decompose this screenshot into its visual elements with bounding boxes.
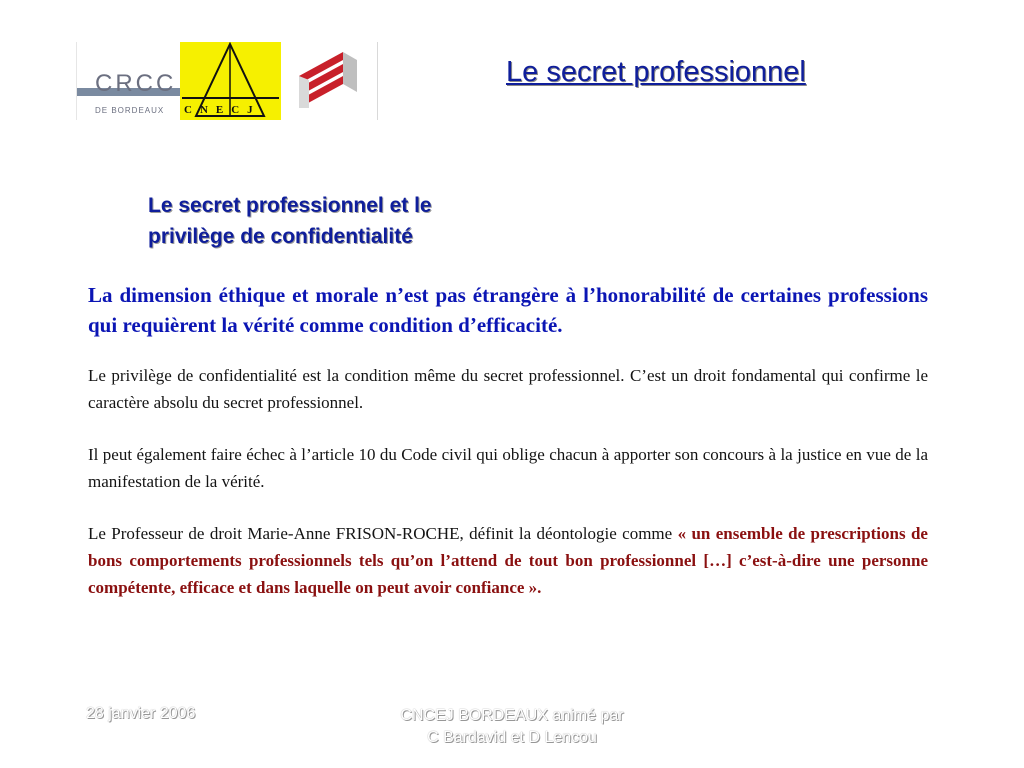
subtitle-line-1: Le secret professionnel et le [148,194,432,217]
footer-organizer [352,705,672,749]
cnecj-logo [180,42,281,120]
cnecj-logo-text: CNECJ [184,104,261,116]
deontology-intro: Le Professeur de droit Marie-Anne FRISON-ROCHE, définit la déontologie comme [88,524,678,543]
paragraph-confidentiality: Le privilège de confidentialité est la condition même du secret professionnel. C’est un droit fondamental qui confirme le caractère absolu du secret professionnel. [88,366,928,412]
footer-org-line-2: C Bardavid et D Lencou [427,729,597,746]
deontology-quote: « un ensemble de prescriptions de bons comportements professionnels tels qu’on l’attend de tout bon professionnel […] c’est-à-dire une personne compétente, efficace et dans laquelle on peut avoir confiance » [88,524,928,597]
logo-strip [76,42,378,120]
stacked-stripes-icon [281,42,377,120]
crcc-logo-subtext: DE BORDEAUX [95,106,165,115]
lead-paragraph: La dimension éthique et morale n’est pas étrangère à l’honorabilité de certaines professions qui requièrent la vérité comme condition d’efficacité. [88,283,928,337]
paragraph-civil-code: Il peut également faire échec à l’article 10 du Code civil qui oblige chacun à apporter son concours à la justice en vue de la manifestation de la vérité. [88,445,928,491]
stripes-logo [281,42,378,120]
slide-title: Le secret professionnel [506,56,806,88]
crcc-logo-text: CRCC [95,70,177,97]
paragraph-deontology [88,520,928,601]
footer-org-line-1: CNCEJ BORDEAUX animé par [400,707,624,724]
footer-date: 28 janvier 2006 [86,705,196,722]
subtitle-line-2: privilège de confidentialité [148,225,413,248]
deontology-end: . [537,578,542,597]
crcc-logo [76,42,181,120]
slide-body [88,280,928,601]
slide-subtitle [148,190,548,252]
